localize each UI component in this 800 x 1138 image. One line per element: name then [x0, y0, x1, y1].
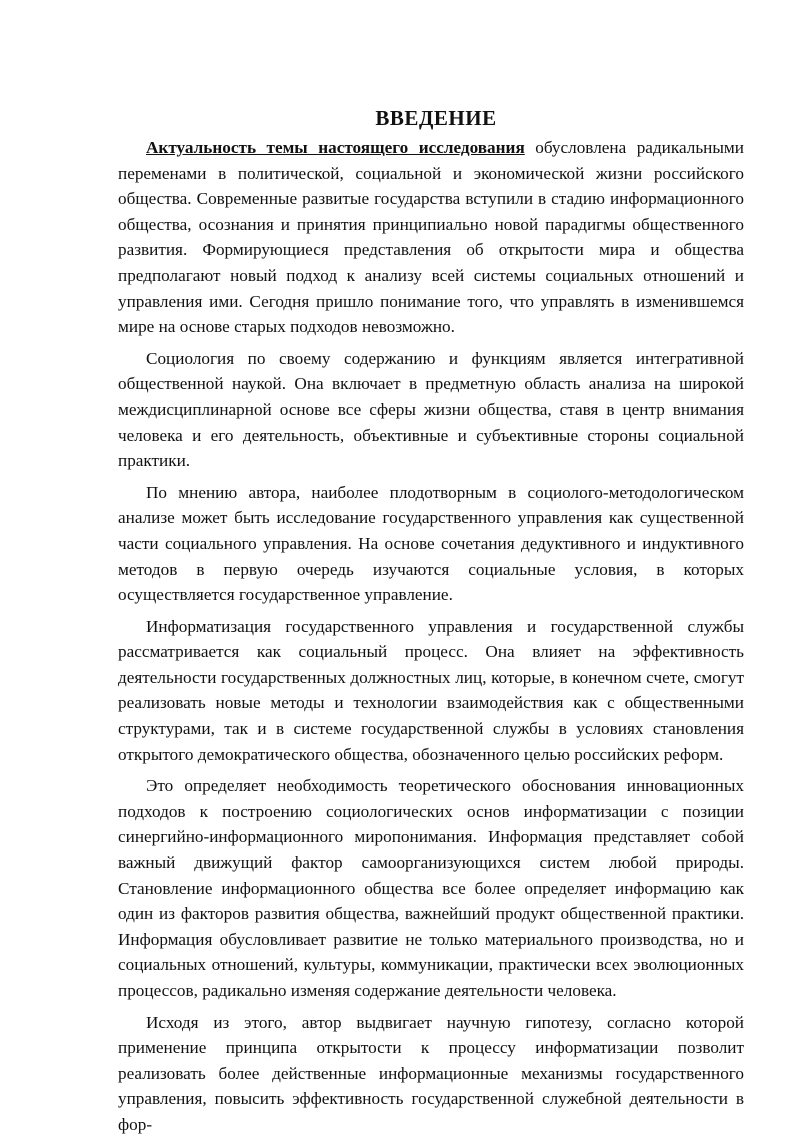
paragraph-2: Социология по своему содержанию и функциям является интегративной общественной наукой. Она включает в предметную область анализа на широкой междисциплинарной основе все сферы жизни общества, ставя в центр внимания человека и его деятельность, объективные и субъективные стороны социальной практики.: [118, 348, 744, 471]
paragraph-text: обусловлена радикальными переменами в политической, социальной и экономической жизни российского общества. Современные развитые государства вступили в стадию информационного общества, осознания и принятия принципиально новой парадигмы общественного развития. Формирующиеся представления об открытости мира и общества предполагают новый подход к анализу всей системы социальных отношений и управления ими. Сегодня пришло понимание того, что управлять в изменившемся мире на основе старых подходов невозможно.: [118, 138, 744, 337]
paragraph-3: По мнению автора, наиболее плодотворным в социолого-методологическом анализе может быть исследование государственного управления как существенной части социального управления. На основе сочетания дедуктивного и индуктивного методов в первую очередь изучаются социальные условия, в которых осуществляется государственное управление.: [118, 482, 744, 605]
paragraph-lead: Актуальность темы настоящего исследования: [146, 138, 525, 157]
paragraph-6: Исходя из этого, автор выдвигает научную гипотезу, согласно которой применение принципа открытости к процессу информатизации позволит реализовать более действенные информационные механизмы государственного управления, повысить эффективность государственной служебной деятельности в фор-: [118, 1012, 744, 1134]
page-title: ВВЕДЕНИЕ: [375, 106, 497, 130]
paragraph-1: [118, 135, 744, 340]
paragraph-4: Информатизация государственного управления и государственной службы рассматривается как социальный процесс. Она влияет на эффективность деятельности государственных должностных лиц, которые, в конечном счете, смогут реализовать новые методы и технологии взаимодействия как с общественными структурами, так и в системе государственной службы в условиях становления открытого демократического общества, обозначенного целью российских реформ.: [118, 616, 744, 764]
paragraph-5: Это определяет необходимость теоретического обоснования инновационных подходов к построению социологических основ информатизации с позиции синергийно-информационного миропонимания. Информация представляет собой важный движущий фактор самоорганизующихся систем любой природы. Становление информационного общества все более определяет информацию как один из факторов развития общества, важнейший продукт общественной практики. Информация обусловливает развитие не только материального производства, но и социальных отношений, культуры, коммуникации, практически всех эволюционных процессов, радикально изменяя содержание деятельности человека.: [118, 776, 744, 1000]
